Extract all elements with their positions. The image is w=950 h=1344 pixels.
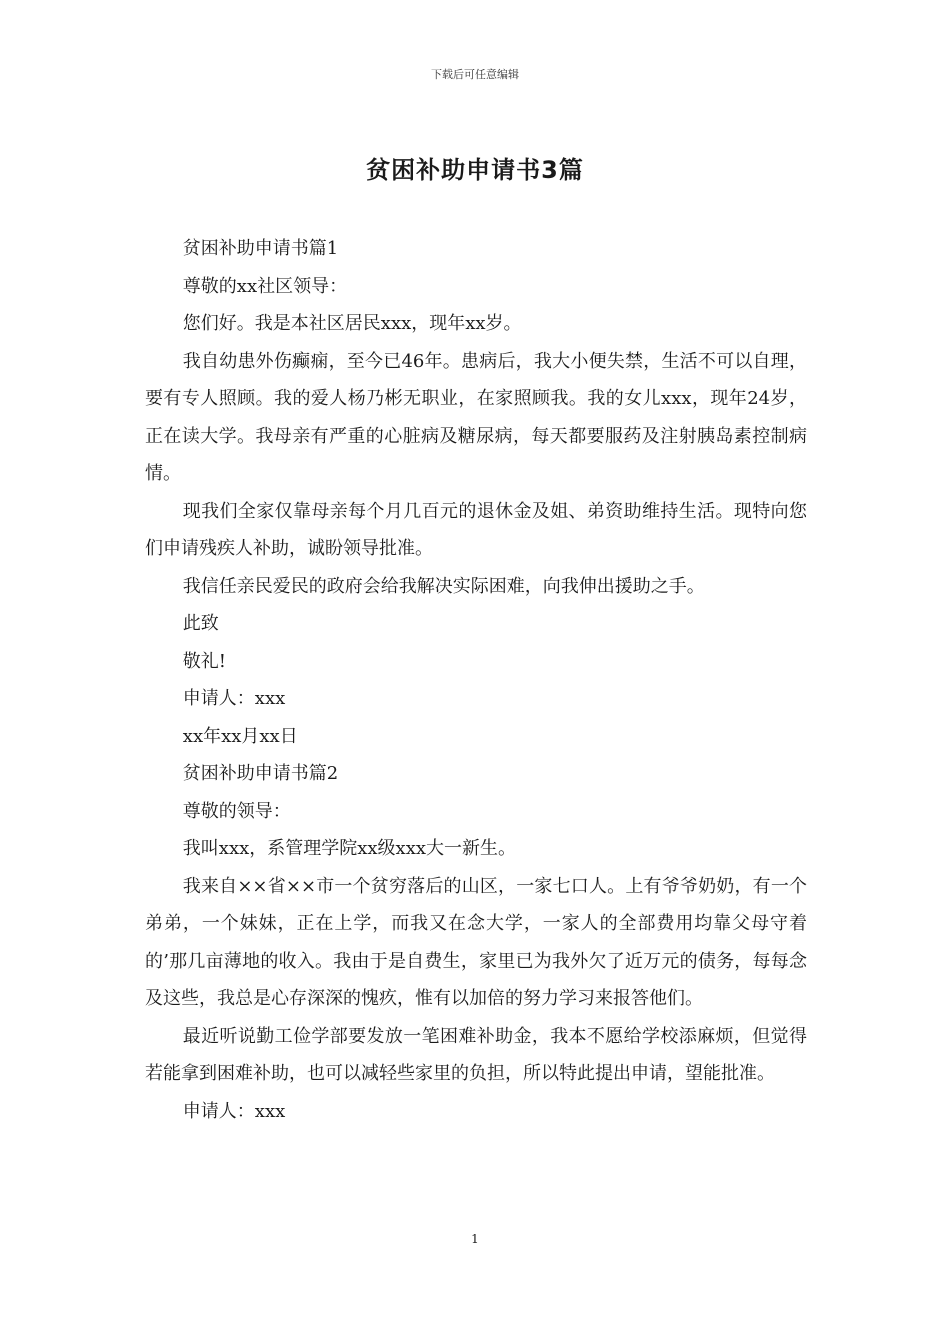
applicant-signature: 申请人：xxx <box>182 1100 286 1122</box>
document-body <box>145 230 807 1130</box>
date-line: xx年xx月xx日 <box>182 725 298 747</box>
document-title: 贫困补助申请书3篇 <box>366 156 584 184</box>
body-paragraph: 您们好。我是本社区居民xxx，现年xx岁。 <box>182 313 522 334</box>
closing-regards: 敬礼! <box>182 650 227 672</box>
page-header-note: 下载后可任意编辑 <box>431 68 519 81</box>
applicant-signature: 申请人：xxx <box>182 688 286 709</box>
body-paragraph: 我信任亲民爱民的政府会给我解决实际困难，向我伸出援助之手。 <box>182 575 705 597</box>
body-paragraph: 现我们全家仅靠母亲每个月几百元的退休金及姐、弟资助维持生活。现特向您们申请残疾人补助，诚盼领导批准。 <box>145 500 807 559</box>
body-paragraph: 我自幼患外伤癫痫，至今已46年。患病后，我大小便失禁，生活不可以自理，要有专人照顾。我的爱人杨乃彬无职业，在家照顾我。我的女儿xxx，现年24岁，正在读大学。我母亲有严重的心脏病及糖尿病，每天都要服药及注射胰岛素控制病情。 <box>145 350 807 484</box>
body-paragraph: 我来自××省××市一个贫穷落后的山区，一家七口人。上有爷爷奶奶，有一个弟弟，一个妹妹，正在上学，而我又在念大学，一家人的全部费用均靠父母守着的’那几亩薄地的收入。我由于是自费生，家里已为我外欠了近万元的债务，每每念及这些，我总是心存深深的愧疚，惟有以加倍的努力学习来报答他们。 <box>145 875 807 1009</box>
section-heading-1: 贫困补助申请书篇1 <box>182 238 339 259</box>
salutation: 尊敬的领导： <box>182 800 291 822</box>
body-paragraph: 我叫xxx，系管理学院xx级xxx大一新生。 <box>182 838 517 859</box>
page-number: 1 <box>471 1232 479 1246</box>
salutation: 尊敬的xx社区领导： <box>182 275 348 297</box>
section-heading-2: 贫困补助申请书篇2 <box>182 763 339 784</box>
body-paragraph: 最近听说勤工俭学部要发放一笔困难补助金，我本不愿给学校添麻烦，但觉得若能拿到困难补助，也可以减轻些家里的负担，所以特此提出申请，望能批准。 <box>145 1025 807 1084</box>
closing-line: 此致 <box>182 613 219 634</box>
